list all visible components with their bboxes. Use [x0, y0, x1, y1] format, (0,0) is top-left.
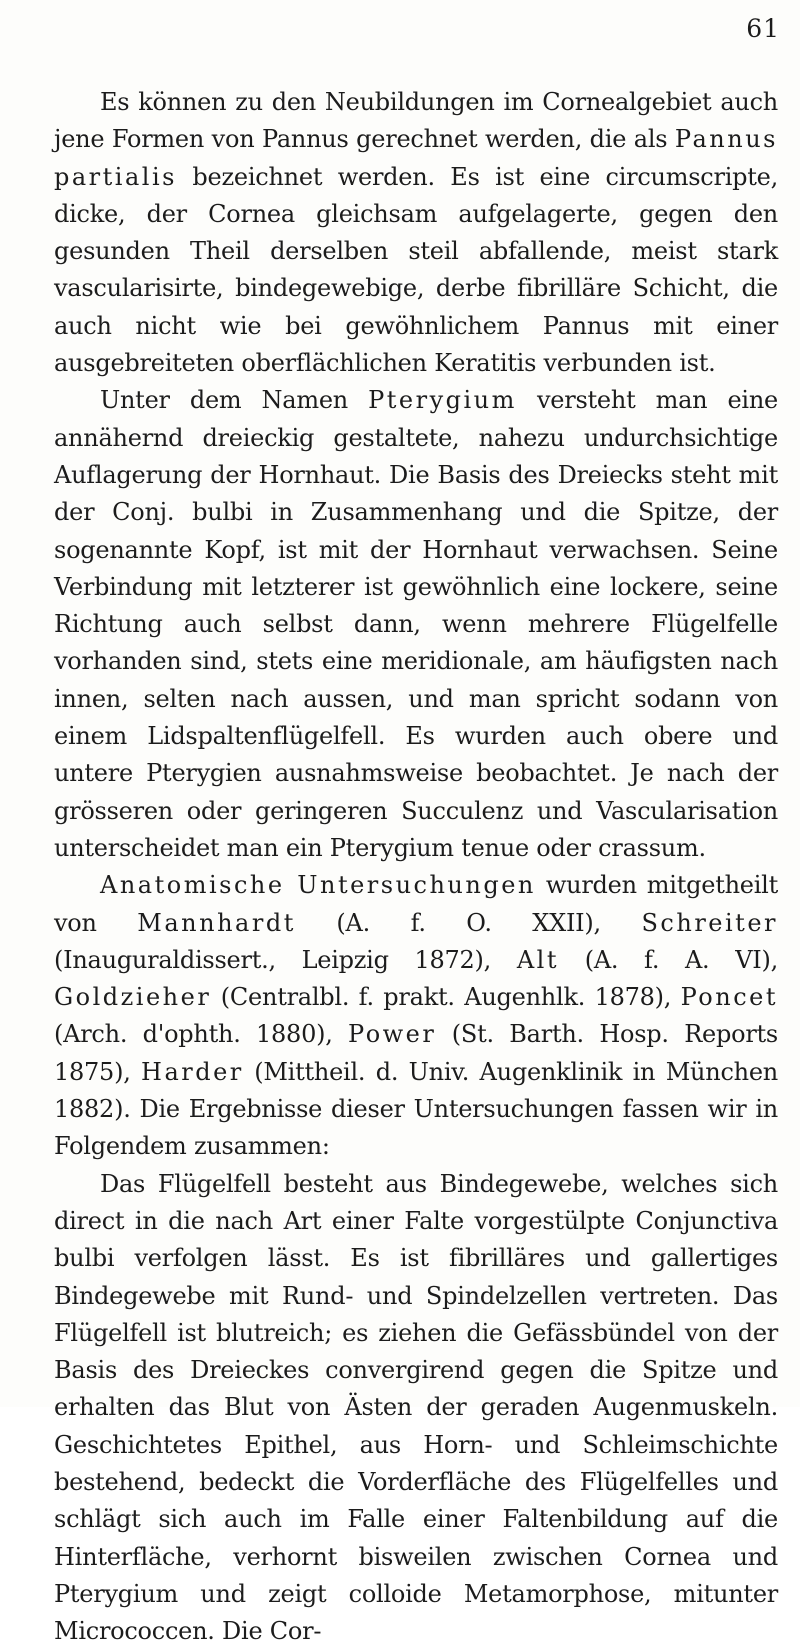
text-segment: (Mittheil. d. Univ. Augenklinik in München 1882). Die Ergebnisse dieser Untersuchungen fassen wir in Folgendem zusammen: — [54, 1057, 779, 1161]
body-text — [54, 84, 778, 1650]
author-alt: Alt — [516, 945, 559, 974]
text-segment: Das Flügelfell besteht aus Bindegewebe, welches sich direct in die nach Art einer Falte vorgestülpte Conjunctiva bulbi verfolgen lässt. Es ist fibrilläres und gallertiges Bindegewebe mit Rund- und Spindelzellen vertreten. Das Flügelfell ist blutreich; es ziehen die Gefässbündel von der Basis des Dreieckes convergirend gegen die Spitze und erhalten das Blut von Ästen der geraden Augenmuskeln. Geschichtetes Epithel, aus Horn- und Schleimschichte bestehend, bedeckt die Vorderfläche des Flügelfelles und schlägt sich auch im Falle einer Faltenbildung auf die Hinterfläche, verhornt bisweilen zwischen Cornea und Pterygium und zeigt colloide Metamorphose, mitunter Micrococcen. Die Cor- — [54, 1169, 778, 1646]
term-pannus-partialis: Pannus partialis — [54, 125, 778, 191]
text-segment: Unter dem Namen — [100, 386, 369, 415]
text-segment: (A. f. O. XXII), — [295, 908, 642, 937]
text-segment: (Centralbl. f. prakt. Augenhlk. 1878), — [211, 983, 681, 1012]
author-power: Power — [348, 1020, 437, 1049]
text-segment: (Arch. d'ophth. 1880), — [54, 1020, 349, 1049]
author-poncet: Poncet — [680, 983, 778, 1012]
author-goldzieher: Goldzieher — [54, 983, 212, 1012]
author-harder: Harder — [141, 1057, 244, 1086]
term-anatomische-untersuchungen: Anatomische Untersuchungen — [100, 871, 536, 900]
paragraph-pannus-partialis — [54, 84, 778, 382]
paragraph-anatomical-studies — [54, 867, 778, 1165]
text-segment: versteht man eine annähernd dreieckig gestaltete, nahezu undurchsichtige Auflagerung der Hornhaut. Die Basis des Dreiecks steht mit der Conj. bulbi in Zusammenhang und die Spitze, der sogenannte Kopf, ist mit der Hornhaut verwachsen. Seine Verbindung mit letzterer ist gewöhnlich eine lockere, seine Richtung auch selbst dann, wenn mehrere Flügelfelle vorhanden sind, stets eine meridionale, am häufigsten nach innen, selten nach aussen, und man spricht sodann von einem Lidspaltenflügelfell. Es wurden auch obere und untere Pterygien ausnahmsweise beobachtet. Je nach der grösseren oder geringeren Succulenz und Vascularisation unterscheidet man ein Pterygium tenue oder crassum. — [54, 386, 778, 862]
text-segment: bezeichnet werden. Es ist eine circumscripte, dicke, der Cornea gleichsam aufgelagerte, gegen den gesunden Theil derselben steil abfallende, meist stark vascularisirte, bindegewebige, derbe fibrilläre Schicht, die auch nicht wie bei gewöhnlichem Pannus mit einer ausgebreiteten oberflächlichen Keratitis verbunden ist. — [54, 162, 778, 378]
page-number: 61 — [746, 14, 780, 43]
text-segment: Es können zu den Neubildungen im Cornealgebiet auch jene Formen von Pannus gerechnet werden, die als — [54, 88, 778, 154]
term-pterygium: Pterygium — [368, 386, 517, 415]
text-segment: (A. f. A. VI), — [558, 945, 778, 974]
author-mannhardt: Mannhardt — [137, 908, 296, 937]
paragraph-fluegelfell-structure — [54, 1166, 778, 1650]
text-segment: (Inauguraldissert., Leipzig 1872), — [54, 945, 517, 974]
text-segment: (St. Barth. Hosp. Reports 1875), — [54, 1020, 778, 1086]
text-segment: wurden mitgetheilt von — [54, 871, 778, 937]
author-schreiter: Schreiter — [641, 908, 778, 937]
paragraph-pterygium — [54, 382, 778, 867]
